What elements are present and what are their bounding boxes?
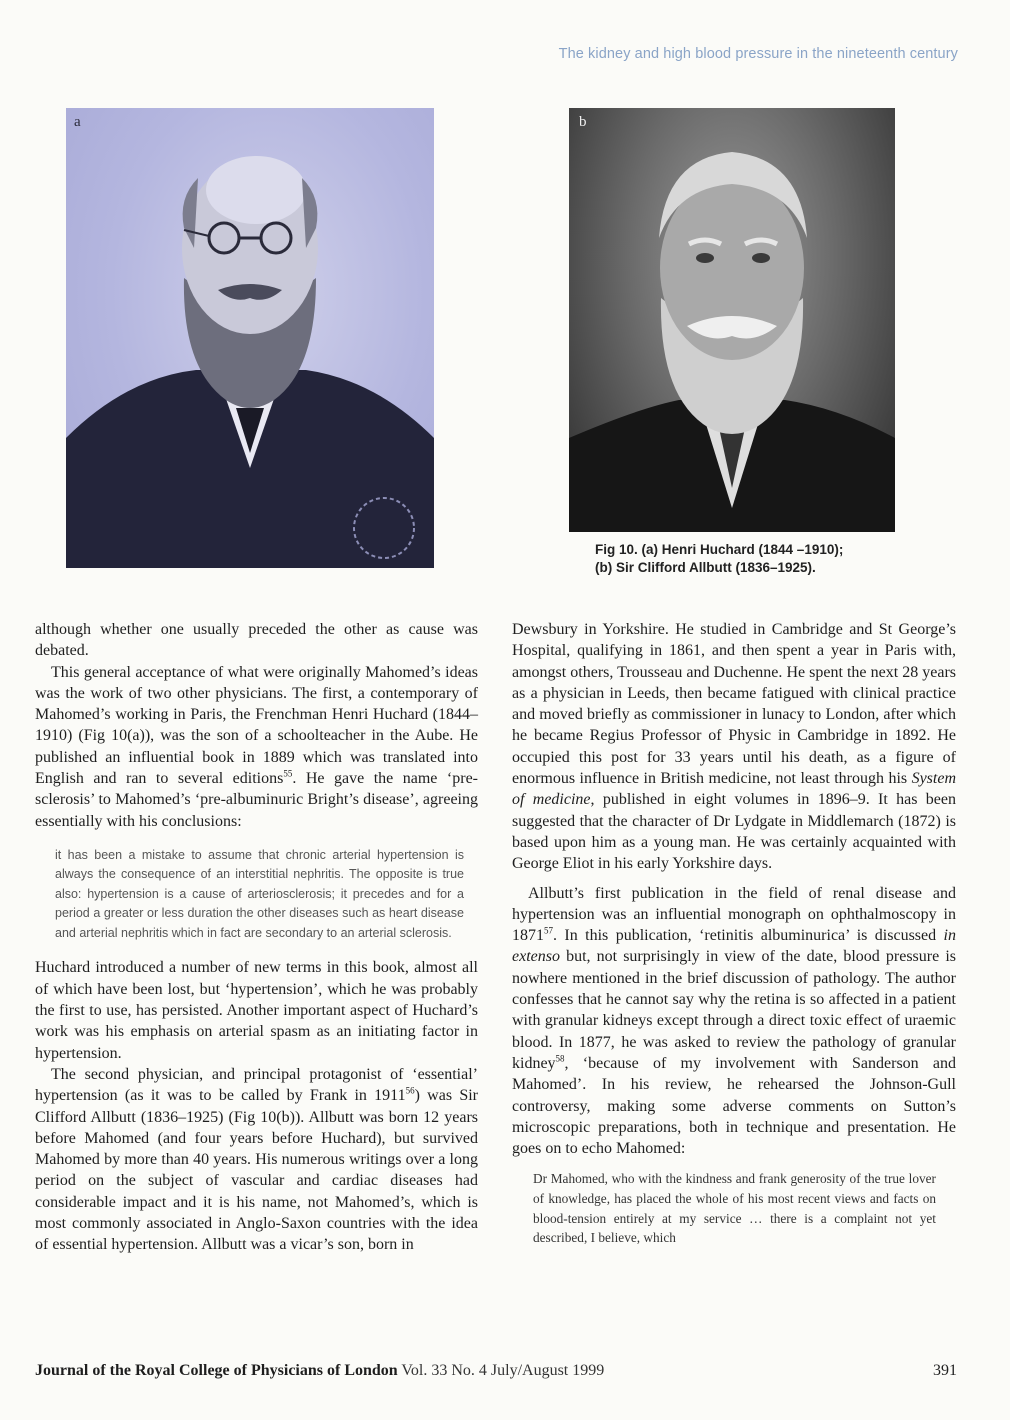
photo-clifford-allbutt [569,108,895,532]
paragraph: The second physician, and principal protagonist of ‘essential’ hypertension (as it was to be called by Frank in 1911$^{56}$) was Sir Clifford Allbutt (1836–1925) (Fig 10(b)). Allbutt was born 12 years before Mahomed (and four years before Huchard), but survived Mahomed by more than 40 years. His numerous writings over a long period on the subject of vascular and cardiac diseases had considerable impact and it is his name, not Mahomed’s, which is most commonly associated in Anglo-Saxon countries with the idea of essential hypertension. Allbutt was a vicar’s son, born in [35,1065,478,1254]
figure-caption [595,541,915,577]
paragraph: Allbutt’s first publication in the field of renal disease and hypertension was an influential monograph on ophthalmoscopy in 1871$^{57}$. In this publication, ‘retinitis albuminurica’ is discussed in extenso but, not surprisingly in view of the date, blood pressure is nowhere mentioned in the brief discussion of pathology. The author confesses that he cannot say why the retina is so affected in a patient with granular kidneys except through a direct toxic effect of uraemic blood. In 1877, he was asked to review the pathology of granular kidney$^{58}$, ‘because of my involvement with Sanderson and Mahomed’. In his review, he rehearsed the Johnson-Gull controversy, making some adverse comments on Sutton’s microscopic preparations, both in technique and presentation. He goes on to echo Mahomed: [512,884,956,1158]
paragraph: This general acceptance of what were originally Mahomed’s ideas was the work of two other physicians. The first, a contemporary of Mahomed’s working in Paris, the Frenchman Henri Huchard (1844–1910) (Fig 10(a)), was the son of a schoolteacher in the Aube. He published an influential book in 1889 which was translated into English and ran to several editions$^{55}$. He gave the name ‘pre-sclerosis’ to Mahomed’s ‘pre-albuminuric Bright’s disease’, agreeing essentially with his conclusions: [35,663,478,830]
right-column [512,619,956,1248]
reference-marker: 57 [544,925,553,936]
left-column [35,619,478,1256]
block-quote-allbutt: Dr Mahomed, who with the kindness and frank generosity of the true lover of knowledge, has placed the whole of his most recent views and facts on blood-tension entirely at my service … there is a complaint not yet described, I believe, which [533,1171,936,1246]
portrait-huchard-image [66,108,434,568]
page-number: 391 [933,1362,957,1379]
running-head: The kidney and high blood pressure in the nineteenth century [558,46,958,62]
page-footer [35,1362,957,1380]
book-title: System of medicine [512,770,956,809]
journal-name: Journal of the Royal College of Physicians of London [35,1362,398,1379]
reference-marker: 58 [555,1053,565,1064]
photo-henri-huchard [66,108,434,568]
latin-phrase: in extenso [512,927,956,966]
paragraph: Dewsbury in Yorkshire. He studied in Cambridge and St George’s Hospital, qualifying in 1861, and then spent a year in Paris with, amongst others, Trousseau and Duchenne. He spent the next 28 years as a physician in Leeds, then became fatigued with clinical practice and moved briefly as commissioner in lunacy to London, after which he became Regius Professor of Physic in Cambridge in 1892. He occupied this post for 33 years until his death, as a figure of enormous influence in British medicine, not least through his System of medicine, published in eight volumes in 1896–9. It has been suggested that the character of Dr Lydgate in Middlemarch (1872) is based upon him as a young man. He was certainly acquainted with George Eliot in his early Yorkshire days. [512,621,956,873]
panel-b-label: b [579,114,587,130]
reference-marker: 55 [283,768,293,779]
paragraph: Huchard introduced a number of new terms in this book, almost all of which have been lost, but ‘hypertension’, which he was probably the first to use, has persisted. Another important aspect of Huchard’s work was his emphasis on arterial spasm as an initiating factor in hypertension. [35,959,478,1062]
portrait-allbutt-image [569,108,895,532]
issue-info: Vol. 33 No. 4 July/August 1999 [401,1362,605,1379]
caption-line-1: Fig 10. (a) Henri Huchard (1844 –1910); [595,542,844,557]
paragraph: although whether one usually preceded the other as cause was debated. [35,621,478,660]
caption-line-2: (b) Sir Clifford Allbutt (1836–1925). [595,560,816,575]
block-quote-huchard: it has been a mistake to assume that chronic arterial hypertension is always the consequence of an interstitial nephritis. The opposite is true also: hypertension is a cause of arteriosclerosis; it precedes and for a period a greater or less duration the other diseases such as heart disease and arterial nephritis which in fact are secondary to an arterial sclerosis. [55,847,464,940]
reference-marker: 56 [405,1085,415,1096]
panel-a-label: a [74,114,81,130]
